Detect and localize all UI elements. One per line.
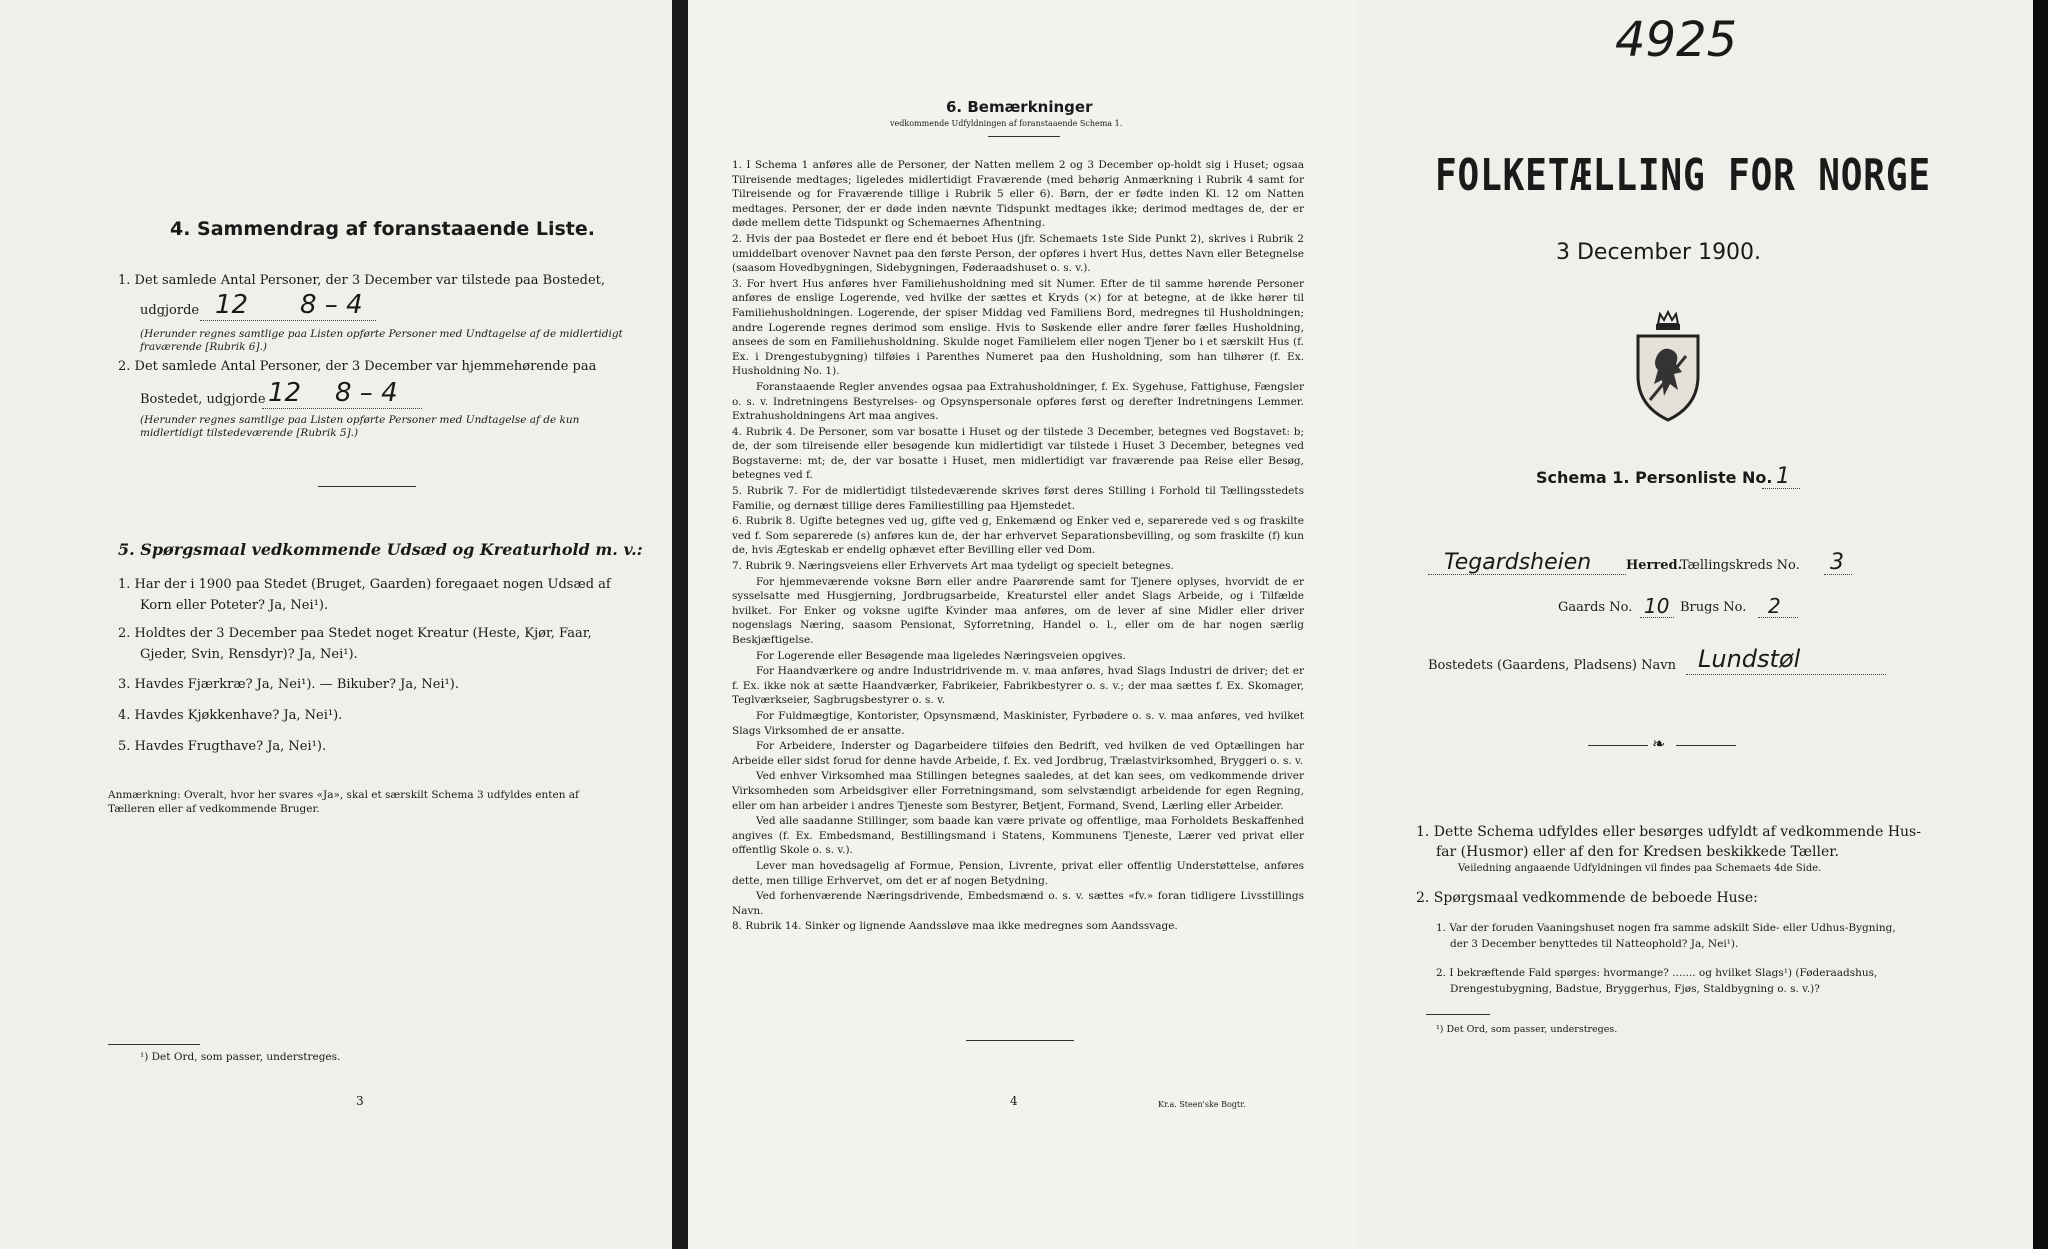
ornament-line-right <box>1676 745 1736 746</box>
footnote-rule <box>108 1044 200 1045</box>
notes-end-rule <box>966 1040 1074 1041</box>
remark-item: 6. Rubrik 8. Ugifte betegnes ved ug, gifte ved g, Enkemænd og Enker ved e, separerede ved s og fraskilte ved f. Som separerede (s) anføres kun de, der har erhvervet Separationsbevilling, og som fraskilte (f) kun de, hvis Ægteskab er endelig ophævet efter Bevilling eller ved Dom. <box>732 515 1304 557</box>
q2-hand-total: 12 <box>268 378 302 408</box>
q1-note1: (Herunder regnes samtlige paa Listen opførte Personer med Undtagelse af de midlertidigt <box>140 328 623 340</box>
ornament-icon: ❧ <box>1652 734 1666 753</box>
remark-item: 3. For hvert Hus anføres hver Familiehusholdning med sit Numer. Efter de til samme hørende Personer anføres de enslige Logerende, ved hvilke der sættes et Kryds (×) for at betegne, at de ikke hører til Familiehusholdningen. Logerende, der spiser Middag ved Familiens Bord, medregnes til Husholdningen; andre Logerende regnes derimod som enslige. Hvis to Søskende eller andre fører fælles Husholdning, ansees de som en Familiehusholdning. Skulde noget Familielem eller nogen Tjener bo i et særskilt Hus (f. Ex. i Drengestubygning) tilføies i Parenthes Numeret paa den Husholdning, som han tilhører (f. Ex. Husholdning No. 1). <box>732 277 1304 378</box>
q1-dotline <box>200 320 376 321</box>
page-number: 4 <box>1010 1094 1018 1108</box>
footnote: ¹) Det Ord, som passer, understreges. <box>1436 1024 1618 1035</box>
s5-q1-line1: 1. Har der i 1900 paa Stedet (Bruget, Gaarden) foregaaet nogen Udsæd af <box>118 577 611 592</box>
item1-line1: 1. Dette Schema udfyldes eller besørges udfyldt af vedkommende Hus- <box>1416 824 1921 840</box>
q1-line2-label: udgjorde <box>140 303 200 318</box>
q1-line1: 1. Det samlede Antal Personer, der 3 December var tilstede paa Bostedet, <box>118 273 606 288</box>
remark-item: For Arbeidere, Inderster og Dagarbeidere tilføies den Bedrift, ved hvilken de ved Optællingen har Arbeide eller sidst forud for denne havde Arbeide, f. Ex. ved Jordbrug, Trælastvirksomhed, Bryggeri o. s. v. <box>732 740 1304 767</box>
remark-item: Ved alle saadanne Stillinger, som baade kan være private og offentlige, maa Forholdets Beskaffenhed angives (f. Ex. Embedsmand, Bestillingsmand i Statens, Kommunens Tjeneste, Lærer ved privat eller offentlig Skole o. s. v.). <box>732 815 1304 857</box>
item2-1-line2: der 3 December benyttedes til Natteophold? Ja, Nei¹). <box>1450 938 1739 950</box>
remark-item: 1. I Schema 1 anføres alle de Personer, der Natten mellem 2 og 3 December op-holdt sig i Huset; ogsaa Tilreisende medtages; ligeledes midlertidigt Fraværende (med behørig Anmærkning i Rubrik 4 samt for Tilreisende og for Fraværende tillige i Rubrik 5 eller 6). Børn, der er fødte inden Kl. 12 om Natten medtages. Personer, der er døde inden nævnte Tidspunkt medtages ikke; derimod medtages de, der er døde mellem dette Tidspunkt og Schemaernes Afhentning. <box>732 159 1304 230</box>
kreds-label: Tællingskreds No. <box>1680 558 1800 573</box>
s5-q2-line1: 2. Holdtes der 3 December paa Stedet noget Kreatur (Heste, Kjør, Faar, <box>118 626 592 641</box>
kreds-hand: 3 <box>1830 550 1844 575</box>
remark-item: 2. Hvis der paa Bostedet er flere end ét beboet Hus (jfr. Schemaets 1ste Side Punkt 2), skrives i Rubrik 2 umiddelbart ovenover Navnet paa den første Person, der opføres i hvert Hus, dettes Navn eller Betegnelse (saasom Hovedbygningen, Sidebygningen, Føderaadshuset o. s. v.). <box>732 232 1304 275</box>
q2-hand-split: 8 – 4 <box>335 378 398 408</box>
remark-item: 7. Rubrik 9. Næringsveiens eller Erhvervets Art maa tydeligt og specielt betegnes. <box>732 560 1174 573</box>
remark-line1: Anmærkning: Overalt, hvor her svares «Ja», skal et særskilt Schema 3 udfyldes enten af <box>108 789 579 801</box>
q2-note2: midlertidigt tilstedeværende [Rubrik 5].) <box>140 427 359 439</box>
herred-label: Herred. <box>1626 558 1683 573</box>
norway-coat-of-arms-icon <box>1630 310 1706 424</box>
item1-line2: far (Husmor) eller af den for Kredsen beskikkede Tæller. <box>1436 844 1839 860</box>
remark-item: For Fuldmægtige, Kontorister, Opsynsmænd, Maskinister, Fyrbødere o. s. v. maa anføres, ved hvilket Slags Virksomhed de er ansatte. <box>732 709 1304 737</box>
remark-item: Ved enhver Virksomhed maa Stillingen betegnes saaledes, at det kan sees, om vedkommende driver Virksomheden som Arbeidsgiver eller Forretningsmand, som selvstændigt arbeidende for egen Regning, eller om han arbeider i andres Tjeneste som Bestyrer, Betjent, Formand, Svend, Lærling eller Arbeider. <box>732 770 1304 812</box>
divider <box>318 486 416 487</box>
printer-imprint: Kr.a. Steen'ske Bogtr. <box>1158 1100 1246 1109</box>
gutter-left <box>672 0 688 1249</box>
footnote-rule <box>1426 1014 1490 1015</box>
item2-2-line1: 2. I bekræftende Fald spørges: hvormange? ....... og hvilket Slags¹) (Føderaadshus, <box>1436 967 1878 979</box>
q1-hand-split: 8 – 4 <box>300 290 363 320</box>
s5-q5: 5. Havdes Frugthave? Ja, Nei¹). <box>118 739 327 754</box>
bosted-label: Bostedets (Gaardens, Pladsens) Navn <box>1428 658 1676 673</box>
q2-line2-label: Bostedet, udgjorde <box>140 392 266 407</box>
s5-q4: 4. Havdes Kjøkkenhave? Ja, Nei¹). <box>118 708 343 723</box>
item2-1-line1: 1. Var der foruden Vaaningshuset nogen fra samme adskilt Side- eller Udhus-Bygning, <box>1436 922 1896 934</box>
gaards-label: Gaards No. <box>1558 600 1633 615</box>
remark-item: For Logerende eller Besøgende maa ligeledes Næringsveien opgives. <box>756 649 1126 662</box>
q2-line1: 2. Det samlede Antal Personer, der 3 December var hjemmehørende paa <box>118 359 597 374</box>
s5-q3: 3. Havdes Fjærkræ? Ja, Nei¹). — Bikuber? Ja, Nei¹). <box>118 677 459 692</box>
brugs-hand: 2 <box>1768 594 1781 618</box>
schema-label: Schema 1. Personliste No. <box>1536 468 1773 487</box>
remark-line2: Tælleren eller af vedkommende Bruger. <box>108 803 320 815</box>
bosted-dotline <box>1686 674 1886 675</box>
q1-note2: fraværende [Rubrik 6].) <box>140 341 268 353</box>
remark-item: For Haandværkere og andre Industridrivende m. v. maa anføres, hvad Slags Industri de driver; det er f. Ex. ikke nok at sætte Haandværker, Fabrikeier, Fabrikbestyrer o. s. v.; der maa sættes f. Ex. Skomager, Teglværkseier, Sagbrugsbestyrer o. s. v. <box>732 665 1304 707</box>
remarks-heading: 6. Bemærkninger <box>946 98 1093 116</box>
footnote: ¹) Det Ord, som passer, understreges. <box>140 1051 341 1063</box>
remark-item: For hjemmeværende voksne Børn eller andre Paarørende samt for Tjenere oplyses, hvorvidt de er sysselsatte med Husgjerning, Jordbrugsarbeide, Kreaturstel eller andet Slags Arbeide, og i Tilfælde hvilket. For Enker og voksne ugifte Kvinder maa anføres, om de lever af sine Midler eller driver nogenslags Næring, saasom Pensionat, Syforretning, Handel o. l., eller om de har nogen særlig Beskjæftigelse. <box>732 575 1304 646</box>
page-right <box>1358 0 2033 1249</box>
remark-item: Lever man hovedsagelig af Formue, Pension, Livrente, privat eller offentlig Understøttelse, anføres dette, men tillige Erhvervet, om det er af nogen Betydning. <box>732 859 1304 887</box>
ornament-line-left <box>1588 745 1648 746</box>
item2-2-line2: Drengestubygning, Badstue, Bryggerhus, Fjøs, Staldbygning o. s. v.)? <box>1450 983 1820 995</box>
s5-q1-line2: Korn eller Poteter? Ja, Nei¹). <box>140 598 329 613</box>
remark-item: Ved forhenværende Næringsdrivende, Embedsmænd o. s. v. sættes «fv.» foran tidligere Livsstillings Navn. <box>732 890 1304 917</box>
census-title: FOLKETÆLLING FOR NORGE <box>1435 150 1931 201</box>
remark-item: 8. Rubrik 14. Sinker og lignende Aandssløve maa ikke medregnes som Aandssvage. <box>732 920 1178 933</box>
archive-number: 4925 <box>1615 12 1738 68</box>
page-number: 3 <box>356 1094 364 1108</box>
page-middle <box>688 0 1360 1249</box>
summary-heading: 4. Sammendrag af foranstaaende Liste. <box>170 218 595 240</box>
subheading-rule <box>988 136 1060 137</box>
section5-heading: 5. Spørgsmaal vedkommende Udsæd og Kreaturhold m. v.: <box>118 540 643 559</box>
herred-hand: Tegardsheien <box>1444 550 1592 575</box>
s5-q2-line2: Gjeder, Svin, Rensdyr)? Ja, Nei¹). <box>140 647 358 662</box>
brugs-label: Brugs No. <box>1680 600 1747 615</box>
q2-dotline <box>262 408 422 409</box>
remarks-subheading: vedkommende Udfyldningen af foranstaaende Schema 1. <box>890 119 1123 128</box>
bosted-hand: Lundstøl <box>1698 645 1801 673</box>
item1-note: Veiledning angaaende Udfyldningen vil findes paa Schemaets 4de Side. <box>1458 863 1822 874</box>
item2: 2. Spørgsmaal vedkommende de beboede Huse: <box>1416 890 1758 906</box>
remark-item: 4. Rubrik 4. De Personer, som var bosatte i Huset og der tilstede 3 December, betegnes ved Bogstavet: b; de, der som tilreisende eller besøgende kun midlertidigt var tilstede i Huset 3 December, betegnes ved Bogstaverne: mt; de, der var bosatte i Huset, men midlertidigt var fraværende paa Reise eller Besøg, betegnes ved f. <box>732 425 1304 482</box>
census-date: 3 December 1900. <box>1556 240 1762 265</box>
q2-note1: (Herunder regnes samtlige paa Listen opførte Personer med Undtagelse af de kun <box>140 414 580 426</box>
remark-item: Foranstaaende Regler anvendes ogsaa paa Extrahusholdninger, f. Ex. Sygehuse, Fattighuse, Fængsler o. s. v. Indretningens Bestyrelses- og Opsynspersonale opføres først og derefter Indretningens Lemmer. Extrahusholdningens Art maa angives. <box>732 380 1304 423</box>
page-left <box>0 0 672 1249</box>
remarks-list <box>732 158 1304 935</box>
q1-hand-total: 12 <box>215 290 249 320</box>
schema-hand: 1 <box>1776 464 1790 489</box>
remark-item: 5. Rubrik 7. For de midlertidigt tilstedeværende skrives først deres Stilling i Forhold til Tællingsstedets Familie, og dernæst tillige deres Familiestilling paa Hjemstedet. <box>732 485 1304 512</box>
gaards-hand: 10 <box>1644 594 1670 618</box>
